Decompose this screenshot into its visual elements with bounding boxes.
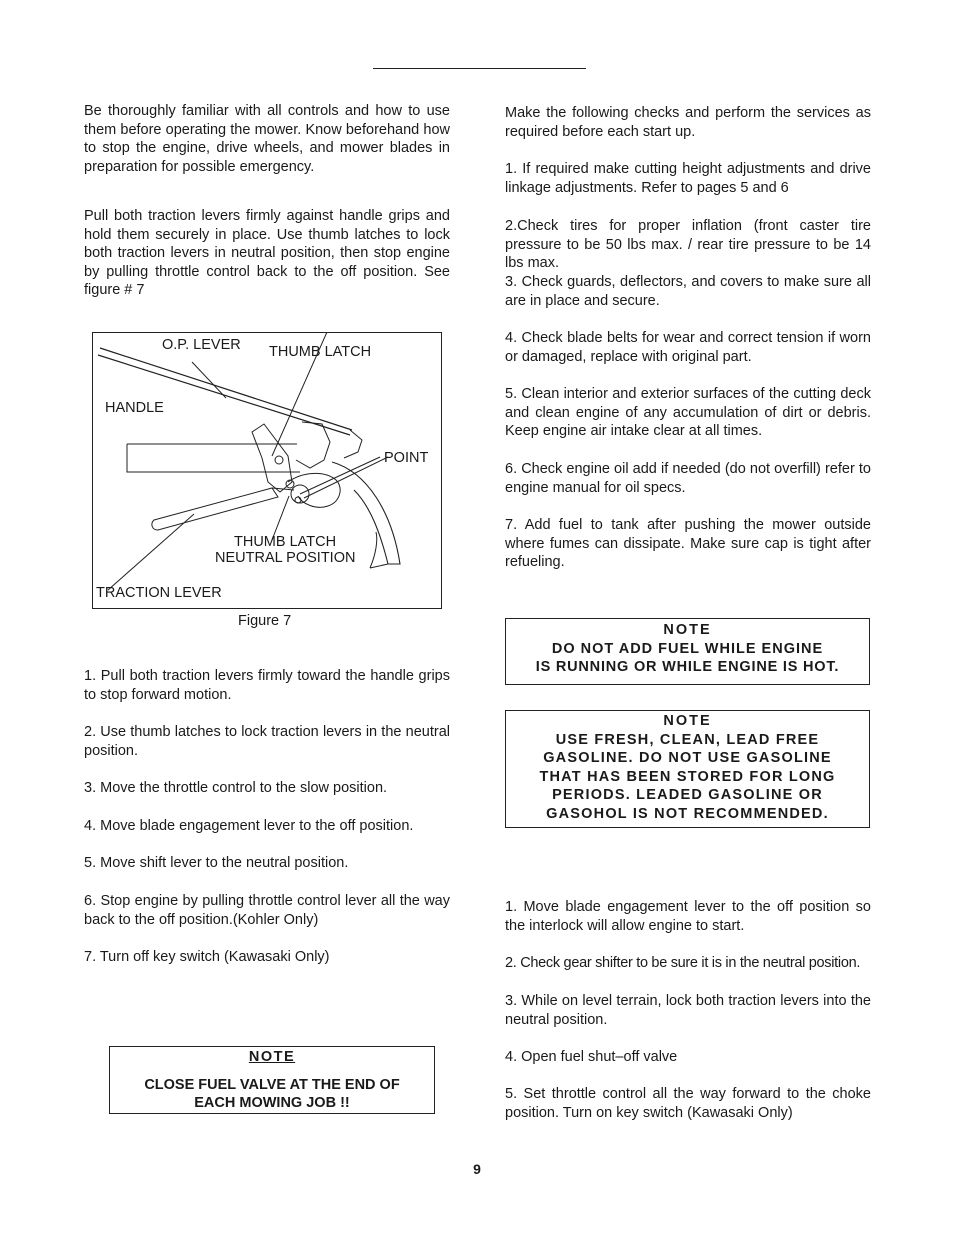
label-point: POINT <box>384 450 429 466</box>
start-step-2: 2. Check gear shifter to be sure it is in the neutral position. <box>505 955 861 971</box>
check-5: 5. Clean interior and exterior surfaces of the cutting deck and clean engine of any accumulation of dirt or debris. Keep engine air intake clear at all times. <box>505 386 871 440</box>
note2-line-5: GASOHOL IS NOT RECOMMENDED. <box>546 805 829 822</box>
note2-line-2: GASOLINE. DO NOT USE GASOLINE <box>543 750 832 767</box>
stop-step-5: 5. Move shift lever to the neutral position. <box>84 855 349 871</box>
label-traction-lever: TRACTION LEVER <box>96 585 222 601</box>
check-7: 7. Add fuel to tank after pushing the mower outside where fumes can dissipate. Make sure cap is tight after refueling. <box>505 517 871 571</box>
stop-step-4: 4. Move blade engagement lever to the off position. <box>84 818 414 834</box>
check-3: 3. Check guards, deflectors, and covers to make sure all are in place and secure. <box>505 274 871 309</box>
page-number: 9 <box>473 1161 481 1177</box>
note2-line-1: USE FRESH, CLEAN, LEAD FREE <box>555 731 820 748</box>
start-step-1: 1. Move blade engagement lever to the off position so the interlock will allow engine to start. <box>505 899 871 934</box>
figure-7 <box>92 332 442 609</box>
no-fuel-while-running-note <box>505 618 870 685</box>
note1-line-1: DO NOT ADD FUEL WHILE ENGINE <box>551 640 824 657</box>
emergency-paragraph: Pull both traction levers firmly against handle grips and hold them securely in place. Use thumb latches to lock both traction levers in neutral position, then stop engine by pulling throttle control back to the off position. See figure # 7 <box>84 208 450 299</box>
note2-line-3: THAT HAS BEEN STORED FOR LONG <box>539 768 836 785</box>
header-rule <box>373 68 586 69</box>
stop-step-3: 3. Move the throttle control to the slow position. <box>84 780 388 796</box>
stop-step-6: 6. Stop engine by pulling throttle control lever all the way back to the off position.(Kohler Only) <box>84 893 450 928</box>
start-step-4: 4. Open fuel shut–off valve <box>505 1049 678 1065</box>
stop-step-7: 7. Turn off key switch (Kawasaki Only) <box>84 949 330 965</box>
stop-step-2: 2. Use thumb latches to lock traction levers in the neutral position. <box>84 724 450 759</box>
note1-heading: NOTE <box>663 622 712 638</box>
note-heading: NOTE <box>248 1049 296 1065</box>
check-1: 1. If required make cutting height adjustments and drive linkage adjustments. Refer to pages 5 and 6 <box>505 161 871 196</box>
check-2: 2.Check tires for proper inflation (front caster tire pressure to be 50 lbs max. / rear tire pressure to be 14 lbs max. <box>505 218 871 272</box>
note2-heading: NOTE <box>663 713 712 729</box>
label-thumb-latch-neutral-2: NEUTRAL POSITION <box>215 550 356 566</box>
figure-caption: Figure 7 <box>238 613 292 629</box>
label-thumb-latch-neutral-1: THUMB LATCH <box>234 534 337 550</box>
label-thumb-latch: THUMB LATCH <box>269 344 372 360</box>
label-handle: HANDLE <box>105 400 164 416</box>
note2-line-4: PERIODS. LEADED GASOLINE OR <box>552 787 823 804</box>
note-body: CLOSE FUEL VALVE AT THE END OF EACH MOWING JOB !! <box>144 1076 400 1112</box>
stop-step-1: 1. Pull both traction levers firmly toward the handle grips to stop forward motion. <box>84 668 450 703</box>
note1-line-2: IS RUNNING OR WHILE ENGINE IS HOT. <box>535 659 840 676</box>
label-op-lever: O.P. LEVER <box>162 337 241 353</box>
fresh-gasoline-note <box>505 710 870 828</box>
start-step-3: 3. While on level terrain, lock both traction levers into the neutral position. <box>505 993 871 1028</box>
fuel-valve-note <box>109 1046 435 1114</box>
check-6: 6. Check engine oil add if needed (do not overfill) refer to engine manual for oil specs. <box>505 461 871 496</box>
check-4: 4. Check blade belts for wear and correct tension if worn or damaged, replace with original part. <box>505 330 871 365</box>
start-step-5: 5. Set throttle control all the way forward to the choke position. Turn on key switch (Kawasaki Only) <box>505 1086 871 1121</box>
intro-paragraph: Be thoroughly familiar with all controls and how to use them before operating the mower. Know beforehand how to stop the engine, drive wheels, and mower blades in preparation for possible emergency. <box>84 103 450 175</box>
checks-intro: Make the following checks and perform the services as required before each start up. <box>505 105 871 140</box>
mower-controls-diagram <box>92 332 442 609</box>
